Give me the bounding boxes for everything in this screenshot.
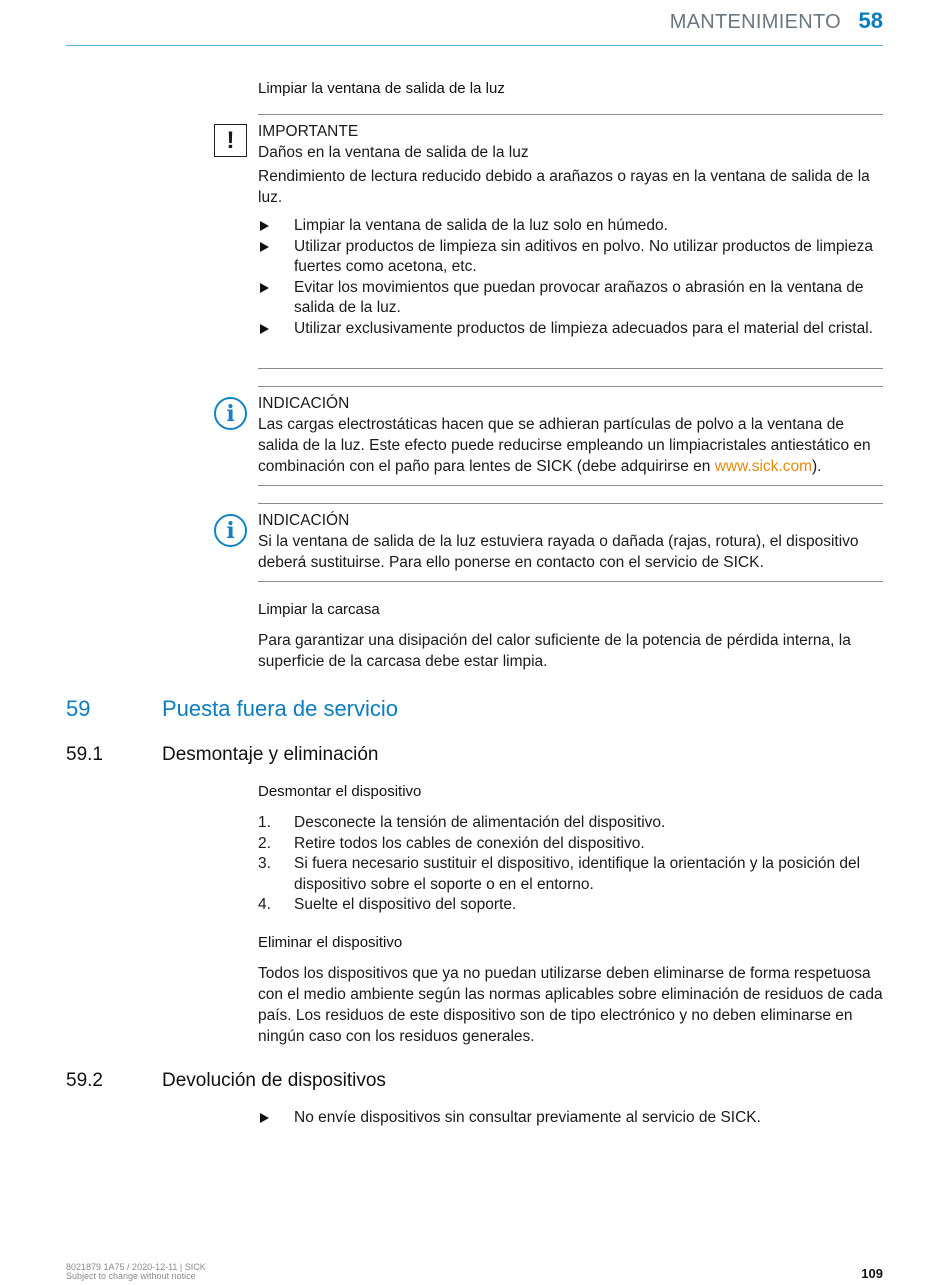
- list-item: Evitar los movimientos que puedan provocar arañazos o abrasión en la ventana de salida de la luz.: [258, 278, 883, 319]
- list-item: 4. Suelte el dispositivo del soporte.: [258, 896, 517, 913]
- bullet-arrow-icon: [260, 242, 269, 252]
- divider: [258, 368, 883, 369]
- subsection-number: 59.2: [66, 1070, 103, 1091]
- important-label: IMPORTANTE: [258, 123, 359, 140]
- important-notice: [258, 121, 883, 339]
- info-icon: i: [214, 397, 247, 430]
- important-title: Daños en la ventana de salida de la luz: [258, 144, 529, 161]
- clean-window-title: Limpiar la ventana de salida de la luz: [258, 80, 505, 97]
- bullet-arrow-icon: [260, 283, 269, 293]
- info-note-1: [258, 393, 883, 477]
- divider: [258, 485, 883, 486]
- footer-doc-info: 8021879 1A75 / 2020-12-11 | SICK Subject to change without notice: [66, 1262, 206, 1281]
- important-bullets: [258, 216, 883, 339]
- info-label: INDICACIÓN: [258, 512, 350, 529]
- divider: [258, 114, 883, 115]
- dismount-title: Desmontar el dispositivo: [258, 783, 422, 800]
- bullet-arrow-icon: [260, 324, 269, 334]
- list-item: Utilizar exclusivamente productos de limpieza adecuados para el material del cristal.: [258, 319, 883, 340]
- bullet-arrow-icon: [260, 1113, 269, 1123]
- clean-housing-text: Para garantizar una disipación del calor suficiente de la potencia de pérdida interna, la superficie de la carcasa debe estar limpia.: [258, 632, 851, 670]
- list-item: 3. Si fuera necesario sustituir el dispositivo, identifique la orientación y la posición del dispositivo sobre el soporte o en el entorno.: [258, 855, 861, 893]
- header-chapter-number: 58: [858, 8, 883, 33]
- sick-website-link[interactable]: www.sick.com: [714, 458, 813, 475]
- info-note-2: [258, 510, 883, 573]
- list-item: Utilizar productos de limpieza sin aditivos en polvo. No utilizar productos de limpieza fuertes como acetona, etc.: [258, 237, 883, 278]
- info-icon: i: [214, 514, 247, 547]
- subsection-title: Desmontaje y eliminación: [162, 744, 379, 765]
- divider: [258, 503, 883, 504]
- list-item: No envíe dispositivos sin consultar previamente al servicio de SICK.: [258, 1108, 883, 1129]
- page-number: 109: [861, 1266, 883, 1281]
- divider: [258, 581, 883, 582]
- section-title: Puesta fuera de servicio: [162, 696, 399, 721]
- return-bullets: [258, 1108, 883, 1129]
- warning-icon: !: [214, 124, 247, 157]
- header-section-title: MANTENIMIENTO: [669, 11, 841, 33]
- section-number: 59: [66, 696, 91, 721]
- info-text: Las cargas electrostáticas hacen que se adhieran partículas de polvo a la ventana de salida de la luz. Este efecto puede reducirse empleando un limpiacristales antiestático en combinación con el paño para lentes de SICK (debe adquirirse en www.sick.com).: [258, 416, 871, 475]
- list-item: 2. Retire todos los cables de conexión del dispositivo.: [258, 834, 645, 852]
- info-text: Si la ventana de salida de la luz estuviera rayada o dañada (rajas, rotura), el dispositivo deberá sustituirse. Para ello ponerse en contacto con el servicio de SICK.: [258, 533, 859, 571]
- dispose-title: Eliminar el dispositivo: [258, 934, 403, 951]
- page-header: [66, 0, 883, 46]
- subsection-number: 59.1: [66, 744, 103, 765]
- clean-housing-title: Limpiar la carcasa: [258, 601, 380, 618]
- dismount-steps: [258, 813, 883, 916]
- list-item: Limpiar la ventana de salida de la luz solo en húmedo.: [258, 216, 883, 237]
- dispose-text: Todos los dispositivos que ya no puedan utilizarse deben eliminarse de forma respetuosa con el medio ambiente según las normas aplicables sobre eliminación de residuos de cada país. Los residuos de este dispositivo son de tipo electrónico y no deben eliminarse en ningún caso con los residuos generales.: [258, 965, 883, 1045]
- bullet-arrow-icon: [260, 221, 269, 231]
- info-label: INDICACIÓN: [258, 395, 350, 412]
- subsection-title: Devolución de dispositivos: [162, 1070, 386, 1091]
- list-item: 1. Desconecte la tensión de alimentación del dispositivo.: [258, 814, 666, 831]
- divider: [258, 386, 883, 387]
- important-text: Rendimiento de lectura reducido debido a arañazos o rayas en la ventana de salida de la luz.: [258, 168, 870, 206]
